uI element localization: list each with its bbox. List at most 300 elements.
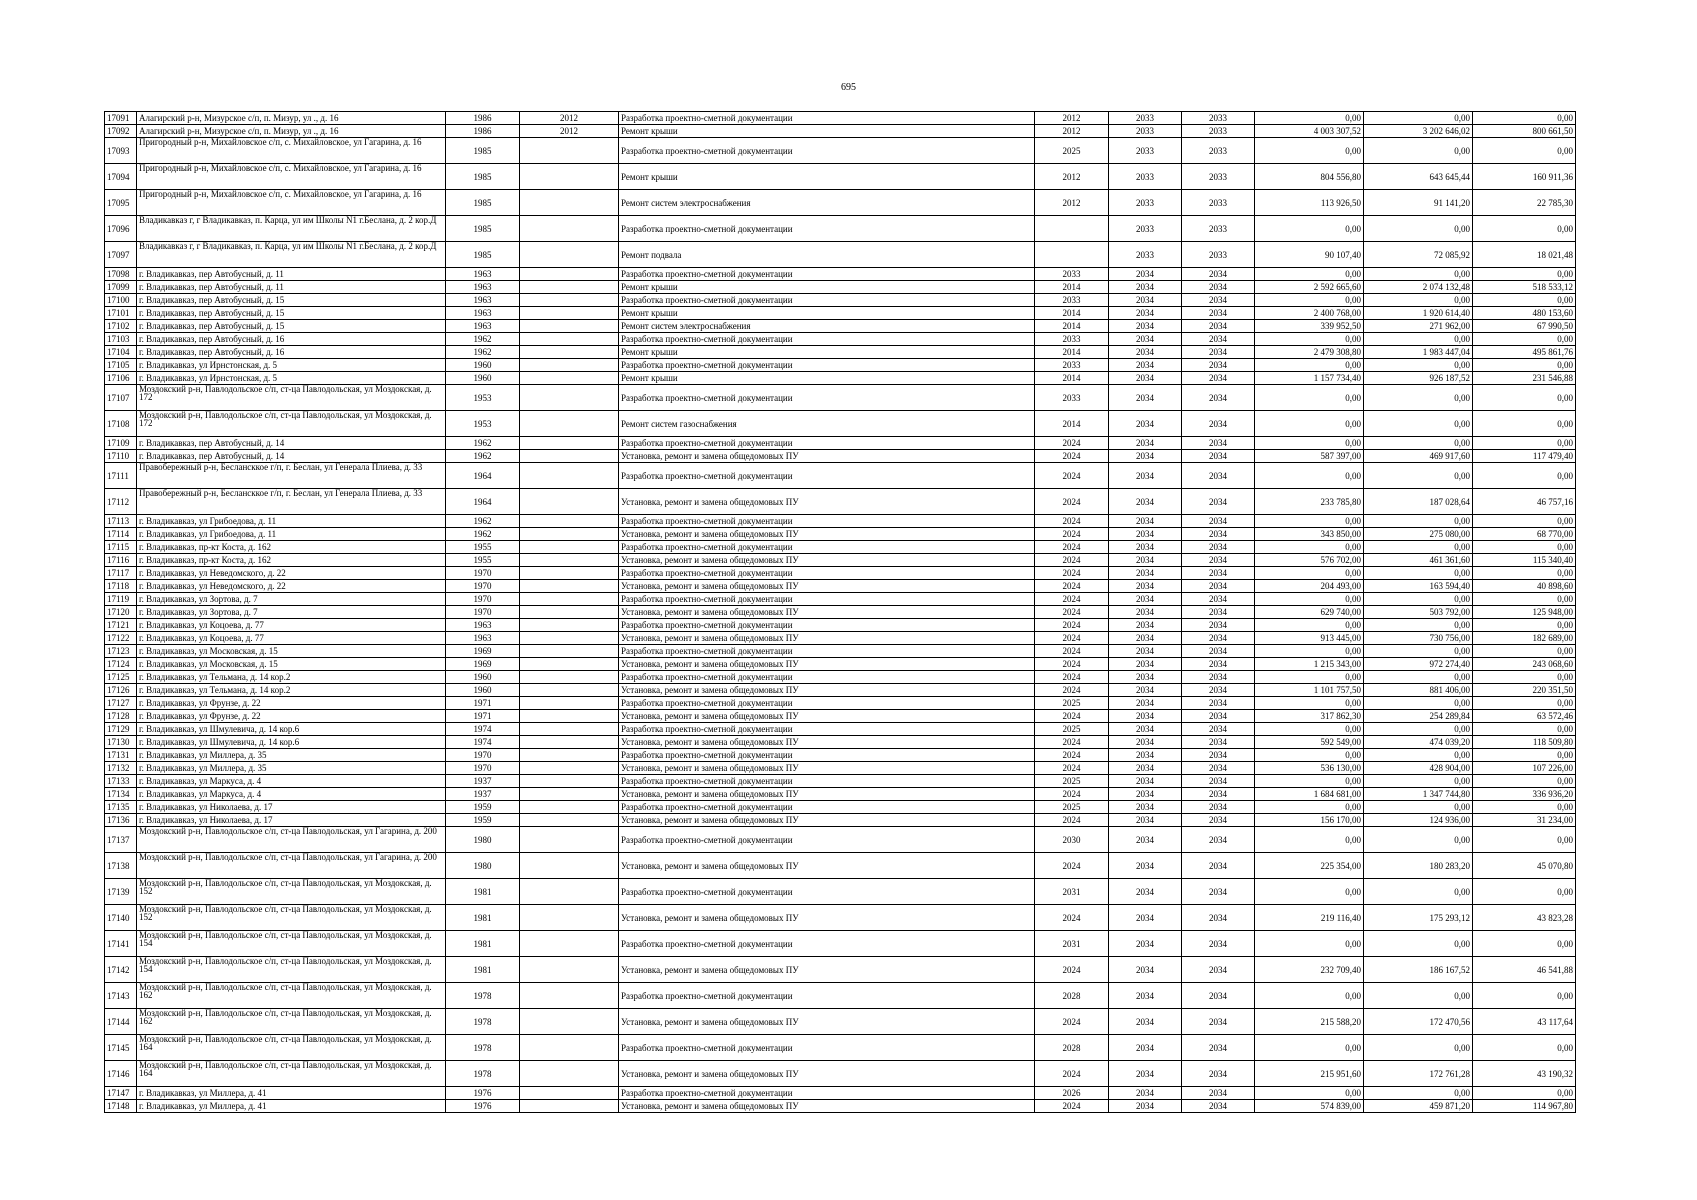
year-built-cell: 1963: [446, 294, 520, 307]
total-cost-cell: 804 556,80: [1255, 164, 1364, 190]
year-last-repair-cell: [520, 684, 619, 697]
year-end-cell: 2034: [1182, 411, 1255, 437]
address-cell: г. Владикавказ, ул Фрунзе, д. 22: [137, 697, 446, 710]
planned-year-cell: 2014: [1035, 372, 1109, 385]
address-cell: г. Владикавказ, ул Миллера, д. 35: [137, 762, 446, 775]
table-row: [105, 684, 1576, 697]
year-end-cell: 2034: [1182, 827, 1255, 853]
address-cell: г. Владикавказ, ул Николаева, д. 17: [137, 801, 446, 814]
year-start-cell: 2034: [1109, 515, 1182, 528]
year-last-repair-cell: [520, 281, 619, 294]
total-cost-cell: 0,00: [1255, 983, 1364, 1009]
year-built-cell: 1971: [446, 710, 520, 723]
planned-year-cell: 2025: [1035, 775, 1109, 788]
fund-cost-cell: 0,00: [1364, 645, 1473, 658]
year-end-cell: 2034: [1182, 567, 1255, 580]
row-id: 17103: [105, 333, 137, 346]
work-type-cell: Установка, ремонт и замена общедомовых ПУ: [619, 957, 1035, 983]
year-start-cell: 2034: [1109, 801, 1182, 814]
fund-cost-cell: 469 917,60: [1364, 450, 1473, 463]
address-cell: Моздокский р-н, Павлодольское с/п, ст-ца Павлодольская, ул Моздокская, д. 164: [137, 1035, 446, 1061]
fund-cost-cell: 271 962,00: [1364, 320, 1473, 333]
total-cost-cell: 215 588,20: [1255, 1009, 1364, 1035]
address-cell: Моздокский р-н, Павлодольское с/п, ст-ца Павлодольская, ул Моздокская, д. 154: [137, 931, 446, 957]
owners-cost-cell: 518 533,12: [1473, 281, 1576, 294]
year-start-cell: 2034: [1109, 1100, 1182, 1113]
year-end-cell: 2034: [1182, 281, 1255, 294]
year-last-repair-cell: [520, 489, 619, 515]
work-type-cell: Установка, ремонт и замена общедомовых ПУ: [619, 450, 1035, 463]
year-start-cell: 2033: [1109, 216, 1182, 242]
table-row: [105, 931, 1576, 957]
fund-cost-cell: 0,00: [1364, 216, 1473, 242]
fund-cost-cell: 0,00: [1364, 1087, 1473, 1100]
year-start-cell: 2034: [1109, 372, 1182, 385]
address-cell: г. Владикавказ, ул Неведомского, д. 22: [137, 580, 446, 593]
address-cell: Моздокский р-н, Павлодольское с/п, ст-ца Павлодольская, ул Моздокская, д. 152: [137, 905, 446, 931]
total-cost-cell: 1 157 734,40: [1255, 372, 1364, 385]
year-start-cell: 2034: [1109, 346, 1182, 359]
year-end-cell: 2033: [1182, 125, 1255, 138]
total-cost-cell: 0,00: [1255, 268, 1364, 281]
work-type-cell: Установка, ремонт и замена общедомовых ПУ: [619, 1061, 1035, 1087]
address-cell: г. Владикавказ, ул Зортова, д. 7: [137, 606, 446, 619]
year-end-cell: 2034: [1182, 606, 1255, 619]
year-built-cell: 1960: [446, 684, 520, 697]
row-id: 17122: [105, 632, 137, 645]
address-cell: г. Владикавказ, ул Коцоева, д. 77: [137, 632, 446, 645]
year-end-cell: 2034: [1182, 385, 1255, 411]
owners-cost-cell: 336 936,20: [1473, 788, 1576, 801]
planned-year-cell: 2014: [1035, 411, 1109, 437]
year-start-cell: 2034: [1109, 450, 1182, 463]
fund-cost-cell: 1 347 744,80: [1364, 788, 1473, 801]
owners-cost-cell: 0,00: [1473, 801, 1576, 814]
work-type-cell: Установка, ремонт и замена общедомовых ПУ: [619, 905, 1035, 931]
address-cell: г. Владикавказ, пер Автобусный, д. 14: [137, 437, 446, 450]
planned-year-cell: 2024: [1035, 463, 1109, 489]
table-row: [105, 268, 1576, 281]
work-type-cell: Установка, ремонт и замена общедомовых ПУ: [619, 658, 1035, 671]
fund-cost-cell: 0,00: [1364, 411, 1473, 437]
planned-year-cell: 2012: [1035, 125, 1109, 138]
row-id: 17099: [105, 281, 137, 294]
year-end-cell: 2034: [1182, 1100, 1255, 1113]
year-built-cell: 1963: [446, 619, 520, 632]
total-cost-cell: 2 592 665,60: [1255, 281, 1364, 294]
work-type-cell: Разработка проектно-сметной документации: [619, 515, 1035, 528]
address-cell: г. Владикавказ, ул Тельмана, д. 14 кор.2: [137, 671, 446, 684]
year-start-cell: 2034: [1109, 411, 1182, 437]
year-built-cell: 1985: [446, 190, 520, 216]
row-id: 17126: [105, 684, 137, 697]
year-end-cell: 2034: [1182, 450, 1255, 463]
planned-year-cell: 2024: [1035, 528, 1109, 541]
planned-year-cell: 2025: [1035, 801, 1109, 814]
year-built-cell: 1974: [446, 723, 520, 736]
planned-year-cell: 2024: [1035, 853, 1109, 879]
table-row: [105, 333, 1576, 346]
year-built-cell: 1969: [446, 645, 520, 658]
year-start-cell: 2034: [1109, 931, 1182, 957]
table-row: [105, 606, 1576, 619]
work-type-cell: Установка, ремонт и замена общедомовых ПУ: [619, 1009, 1035, 1035]
year-last-repair-cell: [520, 268, 619, 281]
year-start-cell: 2033: [1109, 125, 1182, 138]
year-end-cell: 2034: [1182, 879, 1255, 905]
fund-cost-cell: 172 761,28: [1364, 1061, 1473, 1087]
table-row: [105, 541, 1576, 554]
work-type-cell: Разработка проектно-сметной документации: [619, 567, 1035, 580]
year-last-repair-cell: [520, 710, 619, 723]
fund-cost-cell: 0,00: [1364, 593, 1473, 606]
fund-cost-cell: 187 028,64: [1364, 489, 1473, 515]
fund-cost-cell: 0,00: [1364, 931, 1473, 957]
fund-cost-cell: 503 792,00: [1364, 606, 1473, 619]
table-row: [105, 320, 1576, 333]
owners-cost-cell: 160 911,36: [1473, 164, 1576, 190]
table-row: [105, 645, 1576, 658]
year-last-repair-cell: [520, 606, 619, 619]
year-end-cell: 2033: [1182, 138, 1255, 164]
row-id: 17142: [105, 957, 137, 983]
year-end-cell: 2034: [1182, 983, 1255, 1009]
year-built-cell: 1970: [446, 567, 520, 580]
fund-cost-cell: 172 470,56: [1364, 1009, 1473, 1035]
owners-cost-cell: 0,00: [1473, 333, 1576, 346]
table-row: [105, 346, 1576, 359]
total-cost-cell: 232 709,40: [1255, 957, 1364, 983]
table-row: [105, 515, 1576, 528]
year-last-repair-cell: 2012: [520, 112, 619, 125]
table-row: [105, 437, 1576, 450]
row-id: 17129: [105, 723, 137, 736]
work-type-cell: Ремонт крыши: [619, 372, 1035, 385]
planned-year-cell: 2024: [1035, 632, 1109, 645]
total-cost-cell: 1 215 343,00: [1255, 658, 1364, 671]
address-cell: Алагирский р-н, Мизурское с/п, п. Мизур, ул ., д. 16: [137, 125, 446, 138]
year-built-cell: 1960: [446, 372, 520, 385]
year-start-cell: 2034: [1109, 619, 1182, 632]
year-last-repair-cell: [520, 801, 619, 814]
address-cell: Правобережный р-н, Беслансккое г/п, г. Беслан, ул Генерала Плиева, д. 33: [137, 463, 446, 489]
year-end-cell: 2034: [1182, 554, 1255, 567]
year-start-cell: 2034: [1109, 437, 1182, 450]
owners-cost-cell: 125 948,00: [1473, 606, 1576, 619]
total-cost-cell: 0,00: [1255, 775, 1364, 788]
year-start-cell: 2034: [1109, 905, 1182, 931]
owners-cost-cell: 0,00: [1473, 138, 1576, 164]
year-built-cell: 1964: [446, 489, 520, 515]
table-row: [105, 905, 1576, 931]
planned-year-cell: 2033: [1035, 385, 1109, 411]
table-row: [105, 801, 1576, 814]
year-start-cell: 2034: [1109, 489, 1182, 515]
fund-cost-cell: 0,00: [1364, 567, 1473, 580]
fund-cost-cell: 0,00: [1364, 541, 1473, 554]
year-built-cell: 1963: [446, 268, 520, 281]
year-built-cell: 1981: [446, 931, 520, 957]
year-start-cell: 2034: [1109, 320, 1182, 333]
planned-year-cell: 2033: [1035, 294, 1109, 307]
table-row: [105, 1009, 1576, 1035]
year-built-cell: 1985: [446, 164, 520, 190]
table-row: [105, 190, 1576, 216]
year-start-cell: 2034: [1109, 957, 1182, 983]
address-cell: г. Владикавказ, ул Коцоева, д. 77: [137, 619, 446, 632]
row-id: 17117: [105, 567, 137, 580]
owners-cost-cell: 67 990,50: [1473, 320, 1576, 333]
year-last-repair-cell: [520, 1035, 619, 1061]
total-cost-cell: 1 101 757,50: [1255, 684, 1364, 697]
year-built-cell: 1962: [446, 515, 520, 528]
table-row: [105, 1100, 1576, 1113]
row-id: 17107: [105, 385, 137, 411]
planned-year-cell: 2024: [1035, 788, 1109, 801]
row-id: 17109: [105, 437, 137, 450]
work-type-cell: Разработка проектно-сметной документации: [619, 463, 1035, 489]
row-id: 17094: [105, 164, 137, 190]
work-type-cell: Разработка проектно-сметной документации: [619, 359, 1035, 372]
year-end-cell: 2034: [1182, 619, 1255, 632]
address-cell: Владикавказ г, г Владикавказ, п. Карца, ул им Школы N1 г.Беслана, д. 2 кор.Д: [137, 216, 446, 242]
work-type-cell: Ремонт крыши: [619, 125, 1035, 138]
total-cost-cell: 0,00: [1255, 801, 1364, 814]
year-built-cell: 1974: [446, 736, 520, 749]
year-last-repair-cell: [520, 216, 619, 242]
planned-year-cell: 2024: [1035, 671, 1109, 684]
year-built-cell: 1986: [446, 125, 520, 138]
owners-cost-cell: 220 351,50: [1473, 684, 1576, 697]
year-built-cell: 1970: [446, 606, 520, 619]
owners-cost-cell: 43 190,32: [1473, 1061, 1576, 1087]
work-type-cell: Установка, ремонт и замена общедомовых ПУ: [619, 684, 1035, 697]
total-cost-cell: 1 684 681,00: [1255, 788, 1364, 801]
year-start-cell: 2034: [1109, 528, 1182, 541]
row-id: 17096: [105, 216, 137, 242]
row-id: 17110: [105, 450, 137, 463]
year-end-cell: 2034: [1182, 801, 1255, 814]
work-type-cell: Разработка проектно-сметной документации: [619, 697, 1035, 710]
owners-cost-cell: 40 898,60: [1473, 580, 1576, 593]
address-cell: г. Владикавказ, пер Автобусный, д. 15: [137, 320, 446, 333]
total-cost-cell: 156 170,00: [1255, 814, 1364, 827]
address-cell: г. Владикавказ, пр-кт Коста, д. 162: [137, 541, 446, 554]
address-cell: Моздокский р-н, Павлодольское с/п, ст-ца Павлодольская, ул Моздокская, д. 172: [137, 385, 446, 411]
row-id: 17139: [105, 879, 137, 905]
fund-cost-cell: 0,00: [1364, 749, 1473, 762]
year-start-cell: 2034: [1109, 333, 1182, 346]
address-cell: г. Владикавказ, ул Миллера, д. 41: [137, 1100, 446, 1113]
work-type-cell: Ремонт крыши: [619, 164, 1035, 190]
table-row: [105, 489, 1576, 515]
table-row: [105, 710, 1576, 723]
table-row: [105, 762, 1576, 775]
total-cost-cell: 215 951,60: [1255, 1061, 1364, 1087]
fund-cost-cell: 0,00: [1364, 268, 1473, 281]
planned-year-cell: 2024: [1035, 957, 1109, 983]
row-id: 17098: [105, 268, 137, 281]
table-row: [105, 1061, 1576, 1087]
planned-year-cell: 2026: [1035, 1087, 1109, 1100]
fund-cost-cell: 0,00: [1364, 983, 1473, 1009]
year-last-repair-cell: [520, 320, 619, 333]
address-cell: г. Владикавказ, пер Автобусный, д. 11: [137, 281, 446, 294]
address-cell: г. Владикавказ, ул Маркуса, д. 4: [137, 788, 446, 801]
work-type-cell: Разработка проектно-сметной документации: [619, 216, 1035, 242]
year-last-repair-cell: [520, 593, 619, 606]
year-last-repair-cell: [520, 1087, 619, 1100]
year-start-cell: 2034: [1109, 814, 1182, 827]
capital-repair-table: [104, 111, 1576, 1113]
year-end-cell: 2034: [1182, 736, 1255, 749]
fund-cost-cell: 459 871,20: [1364, 1100, 1473, 1113]
row-id: 17135: [105, 801, 137, 814]
work-type-cell: Установка, ремонт и замена общедомовых ПУ: [619, 528, 1035, 541]
year-end-cell: 2034: [1182, 489, 1255, 515]
owners-cost-cell: 243 068,60: [1473, 658, 1576, 671]
year-last-repair-cell: [520, 515, 619, 528]
year-last-repair-cell: [520, 736, 619, 749]
owners-cost-cell: 0,00: [1473, 567, 1576, 580]
table-row: [105, 879, 1576, 905]
table-row: [105, 359, 1576, 372]
planned-year-cell: 2024: [1035, 515, 1109, 528]
table-row: [105, 242, 1576, 268]
row-id: 17111: [105, 463, 137, 489]
fund-cost-cell: 124 936,00: [1364, 814, 1473, 827]
row-id: 17134: [105, 788, 137, 801]
total-cost-cell: 0,00: [1255, 879, 1364, 905]
year-last-repair-cell: [520, 658, 619, 671]
address-cell: г. Владикавказ, ул Фрунзе, д. 22: [137, 710, 446, 723]
year-end-cell: 2033: [1182, 112, 1255, 125]
fund-cost-cell: 1 920 614,40: [1364, 307, 1473, 320]
planned-year-cell: 2024: [1035, 554, 1109, 567]
year-start-cell: 2034: [1109, 684, 1182, 697]
owners-cost-cell: 182 689,00: [1473, 632, 1576, 645]
year-end-cell: 2033: [1182, 216, 1255, 242]
owners-cost-cell: 0,00: [1473, 385, 1576, 411]
address-cell: г. Владикавказ, пер Автобусный, д. 14: [137, 450, 446, 463]
total-cost-cell: 0,00: [1255, 216, 1364, 242]
total-cost-cell: 0,00: [1255, 671, 1364, 684]
total-cost-cell: 90 107,40: [1255, 242, 1364, 268]
year-last-repair-cell: [520, 827, 619, 853]
year-last-repair-cell: [520, 671, 619, 684]
table-row: [105, 125, 1576, 138]
year-built-cell: 1953: [446, 385, 520, 411]
fund-cost-cell: 0,00: [1364, 359, 1473, 372]
work-type-cell: Ремонт крыши: [619, 281, 1035, 294]
total-cost-cell: 0,00: [1255, 1035, 1364, 1061]
year-built-cell: 1962: [446, 346, 520, 359]
table-row: [105, 112, 1576, 125]
total-cost-cell: 587 397,00: [1255, 450, 1364, 463]
address-cell: г. Владикавказ, пер Автобусный, д. 16: [137, 346, 446, 359]
total-cost-cell: 574 839,00: [1255, 1100, 1364, 1113]
row-id: 17133: [105, 775, 137, 788]
fund-cost-cell: 428 904,00: [1364, 762, 1473, 775]
table-row: [105, 749, 1576, 762]
fund-cost-cell: 0,00: [1364, 333, 1473, 346]
year-built-cell: 1953: [446, 411, 520, 437]
owners-cost-cell: 117 479,40: [1473, 450, 1576, 463]
year-end-cell: 2033: [1182, 242, 1255, 268]
year-last-repair-cell: [520, 983, 619, 1009]
address-cell: г. Владикавказ, ул Тельмана, д. 14 кор.2: [137, 684, 446, 697]
total-cost-cell: 0,00: [1255, 619, 1364, 632]
planned-year-cell: 2014: [1035, 320, 1109, 333]
work-type-cell: Ремонт крыши: [619, 346, 1035, 359]
planned-year-cell: 2024: [1035, 489, 1109, 515]
work-type-cell: Разработка проектно-сметной документации: [619, 138, 1035, 164]
planned-year-cell: 2025: [1035, 138, 1109, 164]
total-cost-cell: 2 479 308,80: [1255, 346, 1364, 359]
planned-year-cell: 2030: [1035, 827, 1109, 853]
planned-year-cell: 2024: [1035, 736, 1109, 749]
year-last-repair-cell: [520, 450, 619, 463]
year-built-cell: 1964: [446, 463, 520, 489]
year-last-repair-cell: [520, 190, 619, 216]
total-cost-cell: 0,00: [1255, 749, 1364, 762]
owners-cost-cell: 0,00: [1473, 827, 1576, 853]
year-last-repair-cell: [520, 554, 619, 567]
year-start-cell: 2034: [1109, 580, 1182, 593]
address-cell: Правобережный р-н, Беслансккое г/п, г. Беслан, ул Генерала Плиева, д. 33: [137, 489, 446, 515]
table-row: [105, 632, 1576, 645]
total-cost-cell: 0,00: [1255, 411, 1364, 437]
year-built-cell: 1985: [446, 216, 520, 242]
year-end-cell: 2034: [1182, 905, 1255, 931]
owners-cost-cell: 46 757,16: [1473, 489, 1576, 515]
year-start-cell: 2034: [1109, 307, 1182, 320]
work-type-cell: Разработка проектно-сметной документации: [619, 437, 1035, 450]
fund-cost-cell: 0,00: [1364, 437, 1473, 450]
planned-year-cell: 2024: [1035, 606, 1109, 619]
planned-year-cell: 2024: [1035, 905, 1109, 931]
owners-cost-cell: 0,00: [1473, 112, 1576, 125]
work-type-cell: Установка, ремонт и замена общедомовых ПУ: [619, 736, 1035, 749]
year-end-cell: 2034: [1182, 307, 1255, 320]
table-row: [105, 1035, 1576, 1061]
year-last-repair-cell: [520, 372, 619, 385]
year-start-cell: 2034: [1109, 762, 1182, 775]
year-last-repair-cell: [520, 1009, 619, 1035]
work-type-cell: Разработка проектно-сметной документации: [619, 1035, 1035, 1061]
year-last-repair-cell: [520, 463, 619, 489]
fund-cost-cell: 730 756,00: [1364, 632, 1473, 645]
year-end-cell: 2034: [1182, 580, 1255, 593]
owners-cost-cell: 107 226,00: [1473, 762, 1576, 775]
table-row: [105, 723, 1576, 736]
address-cell: г. Владикавказ, ул Шмулевича, д. 14 кор.6: [137, 736, 446, 749]
year-start-cell: 2034: [1109, 723, 1182, 736]
table-row: [105, 216, 1576, 242]
year-end-cell: 2034: [1182, 463, 1255, 489]
work-type-cell: Разработка проектно-сметной документации: [619, 723, 1035, 736]
total-cost-cell: 592 549,00: [1255, 736, 1364, 749]
year-start-cell: 2034: [1109, 567, 1182, 580]
total-cost-cell: 0,00: [1255, 437, 1364, 450]
fund-cost-cell: 254 289,84: [1364, 710, 1473, 723]
owners-cost-cell: 43 823,28: [1473, 905, 1576, 931]
year-built-cell: 1986: [446, 112, 520, 125]
fund-cost-cell: 3 202 646,02: [1364, 125, 1473, 138]
total-cost-cell: 2 400 768,00: [1255, 307, 1364, 320]
total-cost-cell: 0,00: [1255, 593, 1364, 606]
table-row: [105, 554, 1576, 567]
